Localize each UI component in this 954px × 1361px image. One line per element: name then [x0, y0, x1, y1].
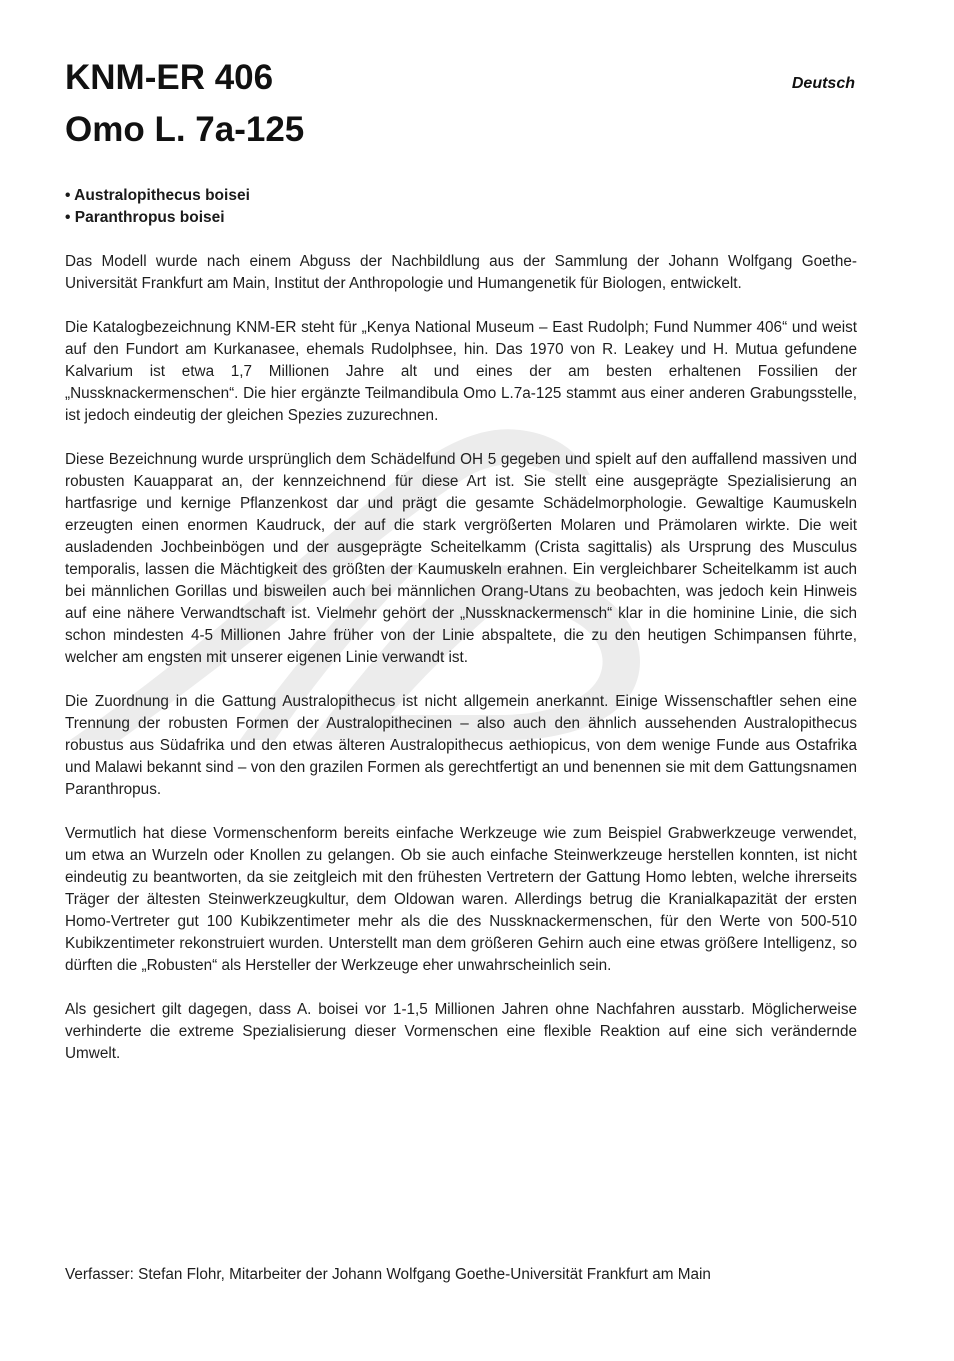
body-text: [65, 251, 857, 1087]
title-line-1: KNM-ER 406: [65, 58, 274, 97]
paragraph: Als gesichert gilt dagegen, dass A. boisei vor 1-1,5 Millionen Jahren ohne Nachfahren ausstarb. Möglicherweise verhinderte die extreme Spezialisierung dieser Vormenschen eine flexible Reaktion auf eine sich verändernde Umwelt.: [65, 1001, 857, 1062]
language-label: Deutsch: [791, 75, 855, 92]
paragraph: Das Modell wurde nach einem Abguss der Nachbildlung aus der Sammlung der Johann Wolfgang Goethe-Universität Frankfurt am Main, Institut der Anthropologie und Humangenetik für Biologen, entwickelt.: [65, 253, 857, 292]
paragraph: Vermutlich hat diese Vormenschenform bereits einfache Werkzeuge wie zum Beispiel Grabwerkzeuge verwendet, um etwa an Wurzeln oder Knollen zu gelangen. Ob sie auch einfache Steinwerkzeuge herstellen konnten, ist nicht eindeutig zu beantworten, da sie zeitgleich mit den frühesten Vertretern der Gattung Homo lebten, welche ihrerseits Träger der ältesten Steinwerkzeugkultur, dem Oldowan waren. Allerdings betrug die Kranialkapazität der ersten Homo-Vertreter gut 100 Kubikzentimeter mehr als die des Nussknackermenschen, für den Werte von 500-510 Kubikzentimeter rekonstruiert wurden. Unterstellt man dem größeren Gehirn auch eine etwas größere Intelligenz, so dürften die „Robusten“ als Hersteller der Werkzeuge eher unwahrscheinlich sein.: [65, 825, 857, 974]
author-footer: Verfasser: Stefan Flohr, Mitarbeiter der Johann Wolfgang Goethe-Universität Frankfurt am Main: [65, 1266, 711, 1283]
species-list: [65, 185, 250, 229]
paragraph: Die Zuordnung in die Gattung Australopithecus ist nicht allgemein anerkannt. Einige Wissenschaftler sehen eine Trennung der robusten Formen der Australopithecinen – also auch den ähnlich aussehenden Australopithecus robustus aus Südafrika und den etwas älteren Australopithecus aethiopicus, von dem wenige Funde aus Ostafrika und Malawi bekannt sind – von den grazilen Formen als gerechtfertigt an und benennen sie mit dem Gattungsnamen Paranthropus.: [65, 693, 857, 798]
species-item: • Paranthropus boisei: [65, 207, 250, 229]
paragraph: Die Katalogbezeichnung KNM-ER steht für „Kenya National Museum – East Rudolph; Fund Nummer 406“ und weist auf den Fundort am Kurkanasee, ehemals Rudolphsee, hin. Das 1970 von R. Leakey und H. Mutua gefundene Kalvarium ist etwa 1,7 Millionen Jahre alt und eines der am besten erhaltenen Fossilien der „Nussknackermenschen“. Die hier ergänzte Teilmandibula Omo L.7a-125 stammt aus einer anderen Grabungsstelle, ist jedoch eindeutig der gleichen Spezies zuzurechnen.: [65, 319, 857, 424]
species-item: • Australopithecus boisei: [65, 185, 250, 207]
page-title: [65, 52, 304, 156]
paragraph: Diese Bezeichnung wurde ursprünglich dem Schädelfund OH 5 gegeben und spielt auf den auffallend massiven und robusten Kauapparat an, der kennzeichnend für diese Art ist. Sie stellt eine ausgeprägte Spezialisierung an hartfasrige und kernige Pflanzenkost dar und prägt die gesamte Schädelmorphologie. Gewaltige Kaumuskeln erzeugten einen enormen Kaudruck, der auf die stark vergrößerten Molaren und Prämolaren wirkte. Die weit ausladenden Jochbeinbögen und der ausgeprägte Scheitelkamm (Crista sagittalis) als Ursprung des Musculus temporalis, lassen die Mächtigkeit des größten der Kaumuskeln erahnen. Ein vergleichbarer Scheitelkamm ist auch bei männlichen Gorillas und bisweilen auch bei männlichen Orang-Utans zu beobachten, was jedoch kein Hinweis auf eine nähere Verwandtschaft ist. Vielmehr gehört der „Nussknackermensch“ klar in die hominine Linie, die sich schon mindesten 4-5 Millionen Jahre früher von der Linie abspaltete, die zu den heutigen Schimpansen führte, welcher am engsten mit unserer eigenen Linie verwandt ist.: [65, 451, 857, 666]
title-line-2: Omo L. 7a-125: [65, 110, 305, 149]
